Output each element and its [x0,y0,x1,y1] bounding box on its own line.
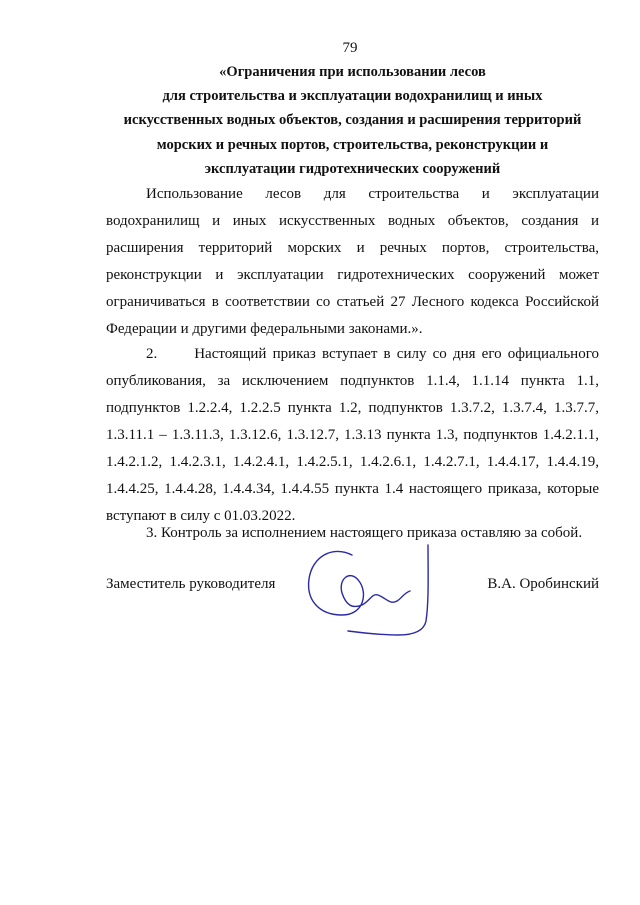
paragraph-line: расширения территорий морских и речных портов, строительства, [106,240,599,256]
paragraph-line: 1.4.4.25, 1.4.4.28, 1.4.4.34, 1.4.4.55 пункта 1.4 настоящего приказа, которые [106,481,599,497]
handwritten-signature [298,543,453,647]
signatory-name: В.А. Оробинский [487,576,599,592]
paragraph-line: вступают в силу с 01.03.2022. [106,508,296,524]
section-title [90,60,615,181]
title-line: искусственных водных объектов, создания и расширения территорий [123,112,582,129]
paragraph-line: опубликования, за исключением подпунктов 1.1.4, 1.1.14 пункта 1.1, [106,373,599,389]
title-line: морских и речных портов, строительства, реконструкции и [156,136,549,153]
paragraph-line: Использование лесов для строительства и эксплуатации [146,186,599,202]
paragraph-line: 3. Контроль за исполнением настоящего приказа оставляю за собой. [146,525,583,541]
paragraph-line: реконструкции и эксплуатации гидротехнических сооружений может [106,267,599,283]
title-line: эксплуатации гидротехнических сооружений [204,160,501,177]
paragraph-line: ограничиваться в соответствии со статьей 27 Лесного кодекса Российской [106,294,599,310]
title-line: для строительства и эксплуатации водохранилищ и иных [162,88,543,105]
signature-label: Заместитель руководителя [106,576,276,592]
paragraph-restrictions [106,181,599,343]
paragraph-line: 1.3.11.1 – 1.3.11.3, 1.3.12.6, 1.3.12.7, 1.3.13 пункта 1.3, подпунктов 1.4.2.1.1, [106,427,599,443]
page-number: 79 [342,40,358,56]
paragraph-line: 1.4.2.1.2, 1.4.2.3.1, 1.4.2.4.1, 1.4.2.5.1, 1.4.2.6.1, 1.4.2.7.1, 1.4.4.17, 1.4.4.19, [106,454,599,470]
title-line: «Ограничения при использовании лесов [219,64,486,80]
paragraph-line: водохранилищ и иных искусственных водных объектов, создания и [106,213,599,229]
paragraph-effective-date [106,341,599,530]
paragraph-line: Федерации и другими федеральными законами.». [106,321,423,337]
paragraph-line: подпунктов 1.2.2.4, 1.2.2.5 пункта 1.2, подпунктов 1.3.7.2, 1.3.7.4, 1.3.7.7, [106,400,599,416]
paragraph-line: 2. Настоящий приказ вступает в силу со дня его официального [146,346,599,362]
